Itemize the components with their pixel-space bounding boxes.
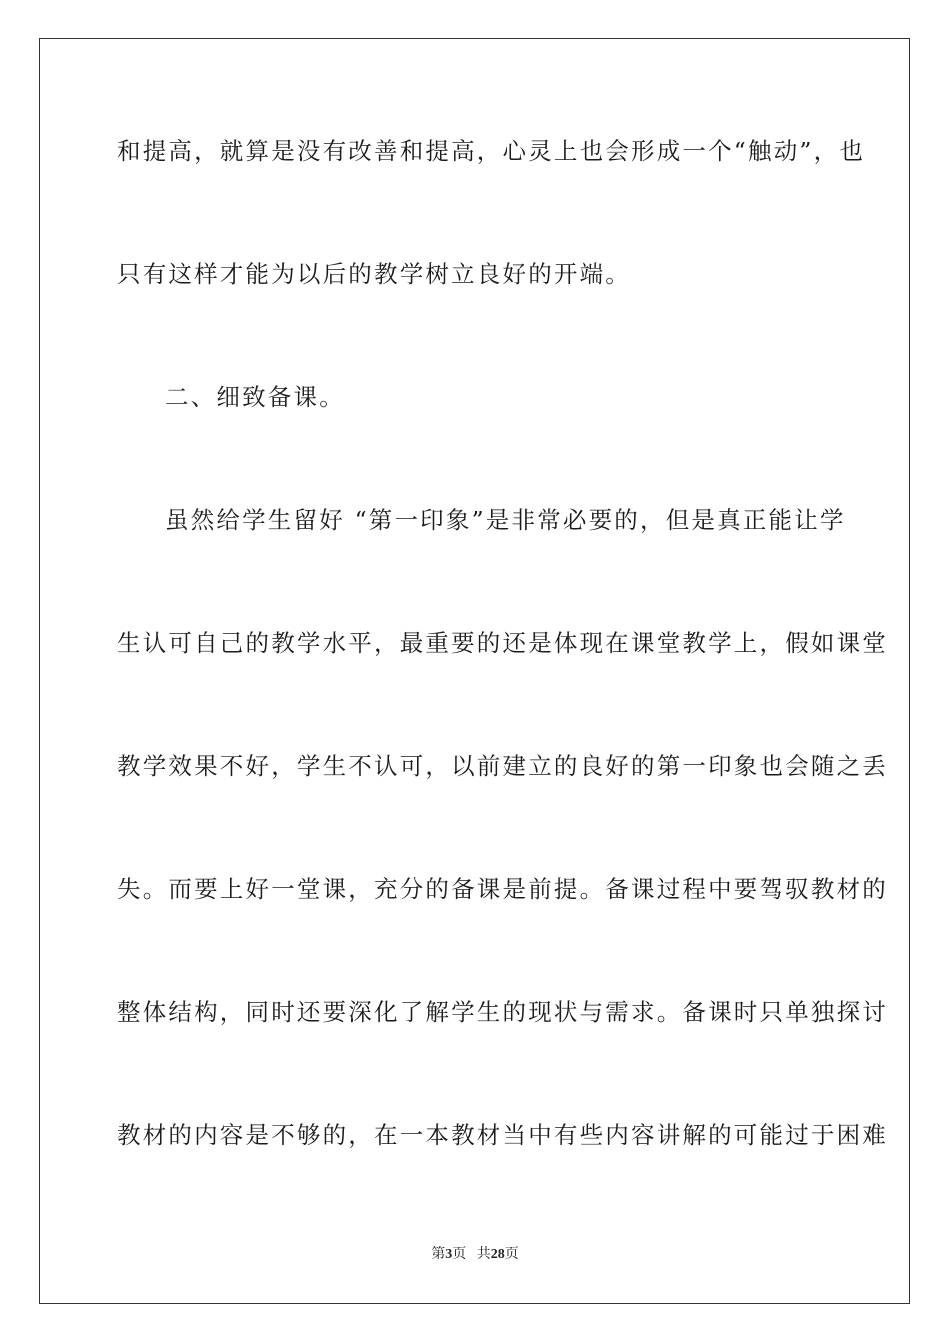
paragraph-line: 教学效果不好，学生不认可，以前建立的良好的第一印象也会随之丢	[117, 752, 888, 780]
page-suffix: 页	[452, 1247, 467, 1262]
page-border	[39, 38, 910, 1304]
paragraph-line: 只有这样才能为以后的教学树立良好的开端。	[117, 260, 631, 288]
total-suffix: 页	[504, 1247, 519, 1262]
page-number: 3	[445, 1247, 453, 1262]
total-prefix: 共	[476, 1247, 491, 1262]
paragraph-line: 失。而要上好一堂课，充分的备课是前提。备课过程中要驾驭教材的	[117, 875, 888, 903]
section-heading: 二、细致备课。	[165, 383, 345, 411]
paragraph-line: 整体结构，同时还要深化了解学生的现状与需求。备课时只单独探讨	[117, 998, 888, 1026]
page-footer	[0, 1246, 950, 1264]
total-pages: 28	[490, 1247, 505, 1262]
paragraph-line: 虽然给学生留好 “第一印象”是非常必要的，但是真正能让学	[165, 506, 846, 534]
paragraph-line: 教材的内容是不够的，在一本教材当中有些内容讲解的可能过于困难	[117, 1121, 888, 1149]
paragraph-line: 生认可自己的教学水平，最重要的还是体现在课堂教学上，假如课堂	[117, 629, 888, 657]
paragraph-line: 和提高，就算是没有改善和提高，心灵上也会形成一个“触动”，也	[117, 137, 866, 165]
page-prefix: 第	[431, 1247, 446, 1262]
